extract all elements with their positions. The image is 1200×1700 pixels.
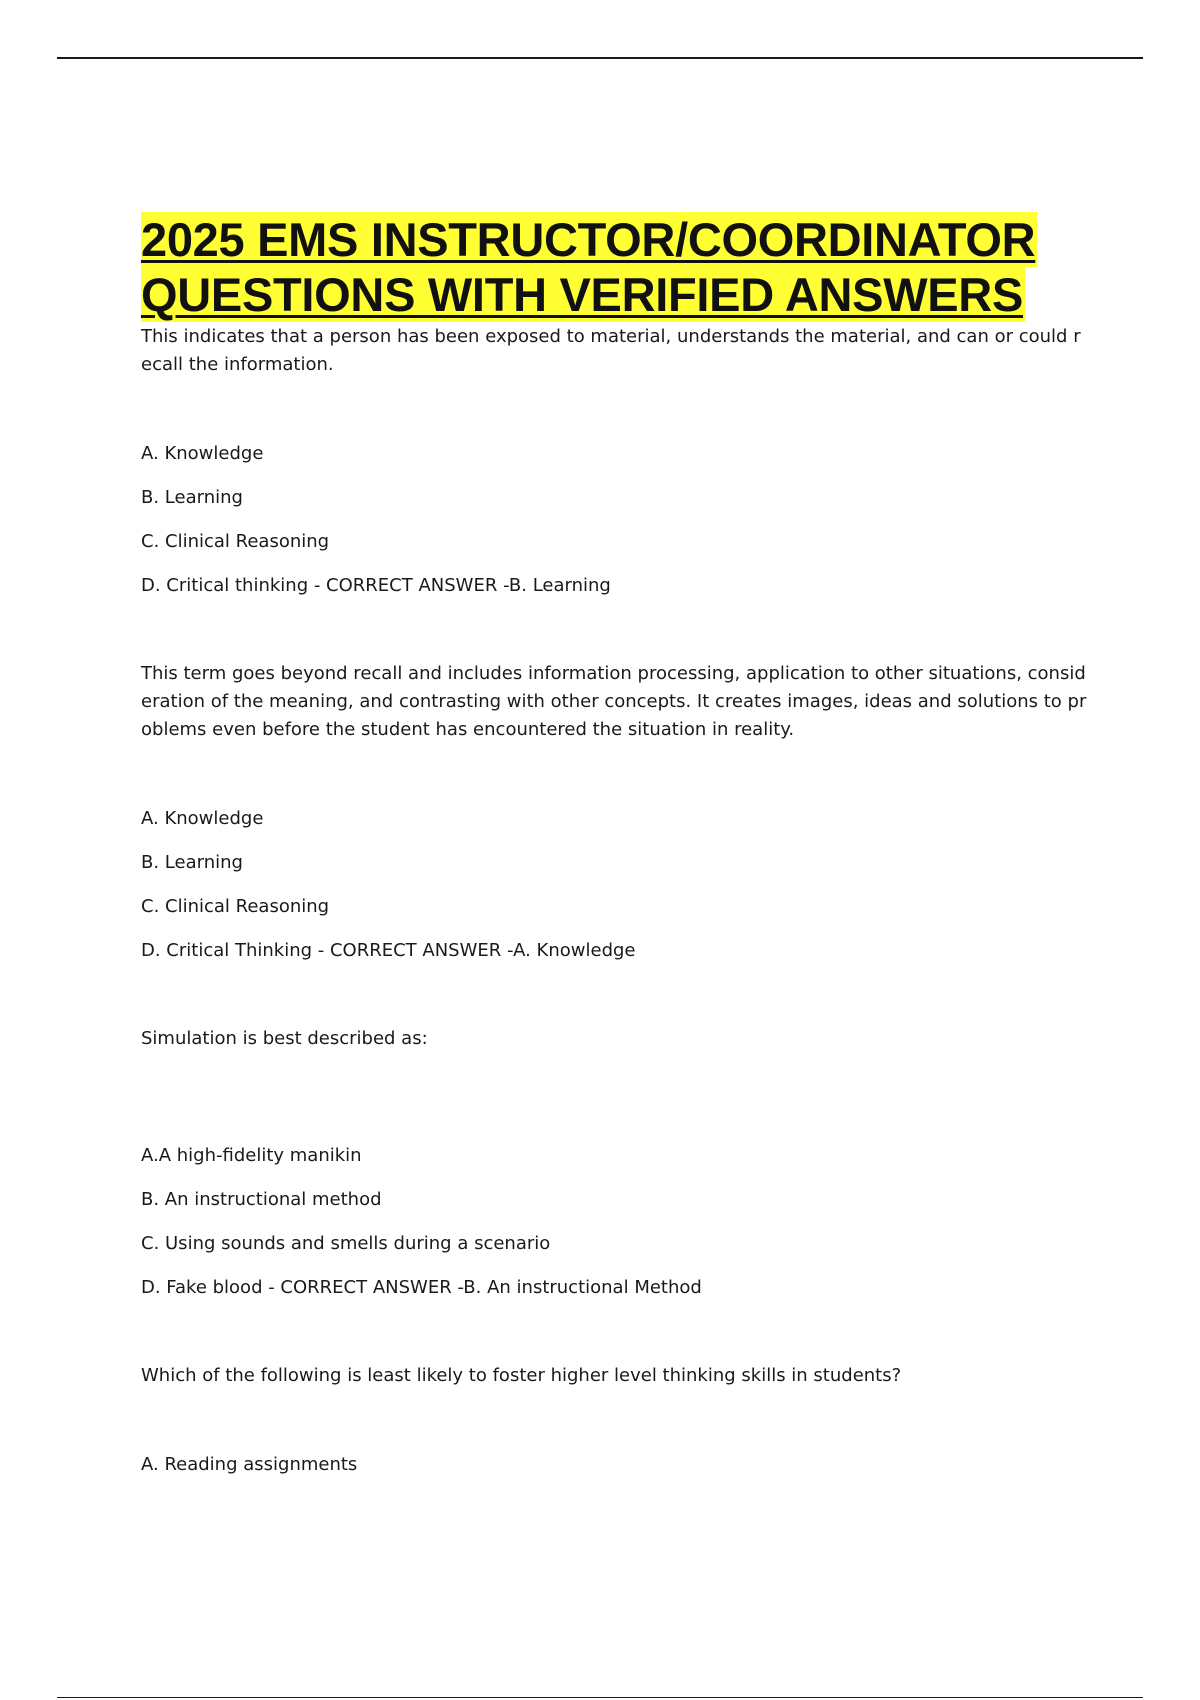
question-3-option-c: C. Using sounds and smells during a scenario <box>141 1233 551 1254</box>
question-3-option-a: A.A high-fidelity manikin <box>141 1145 362 1166</box>
question-4-stem-line-1: Which of the following is least likely to foster higher level thinking skills in students? <box>141 1365 902 1386</box>
question-3-option-b: B. An instructional method <box>141 1189 382 1210</box>
question-3-option-d-answer: D. Fake blood - CORRECT ANSWER -B. An instructional Method <box>141 1277 702 1298</box>
question-1-option-c: C. Clinical Reasoning <box>141 531 330 552</box>
question-4-option-a: A. Reading assignments <box>141 1454 358 1475</box>
question-2-option-c: C. Clinical Reasoning <box>141 896 330 917</box>
question-2-stem-line-3: oblems even before the student has encountered the situation in reality. <box>141 719 795 740</box>
question-1-option-d-answer: D. Critical thinking - CORRECT ANSWER -B. Learning <box>141 575 611 596</box>
question-2-stem-line-1: This term goes beyond recall and includes information processing, application to other situations, consid <box>141 663 1086 684</box>
question-1-option-b: B. Learning <box>141 487 243 508</box>
question-2-option-a: A. Knowledge <box>141 808 264 829</box>
question-3-stem-line-1: Simulation is best described as: <box>141 1028 428 1049</box>
title-line-2: QUESTIONS WITH VERIFIED ANSWERS <box>141 268 1024 321</box>
question-1-stem-line-1: This indicates that a person has been exposed to material, understands the material, and can or could r <box>141 326 1081 347</box>
header-rule <box>57 57 1143 59</box>
question-1-stem-line-2: ecall the information. <box>141 354 334 375</box>
question-2-stem-line-2: eration of the meaning, and contrasting with other concepts. It creates images, ideas and solutions to pr <box>141 691 1087 712</box>
title-line-1: 2025 EMS INSTRUCTOR/COORDINATOR <box>141 213 1036 266</box>
question-1-option-a: A. Knowledge <box>141 443 264 464</box>
document-title <box>141 212 1037 322</box>
question-2-option-d-answer: D. Critical Thinking - CORRECT ANSWER -A. Knowledge <box>141 940 636 961</box>
footer-rule <box>57 1697 1143 1698</box>
question-2-option-b: B. Learning <box>141 852 243 873</box>
